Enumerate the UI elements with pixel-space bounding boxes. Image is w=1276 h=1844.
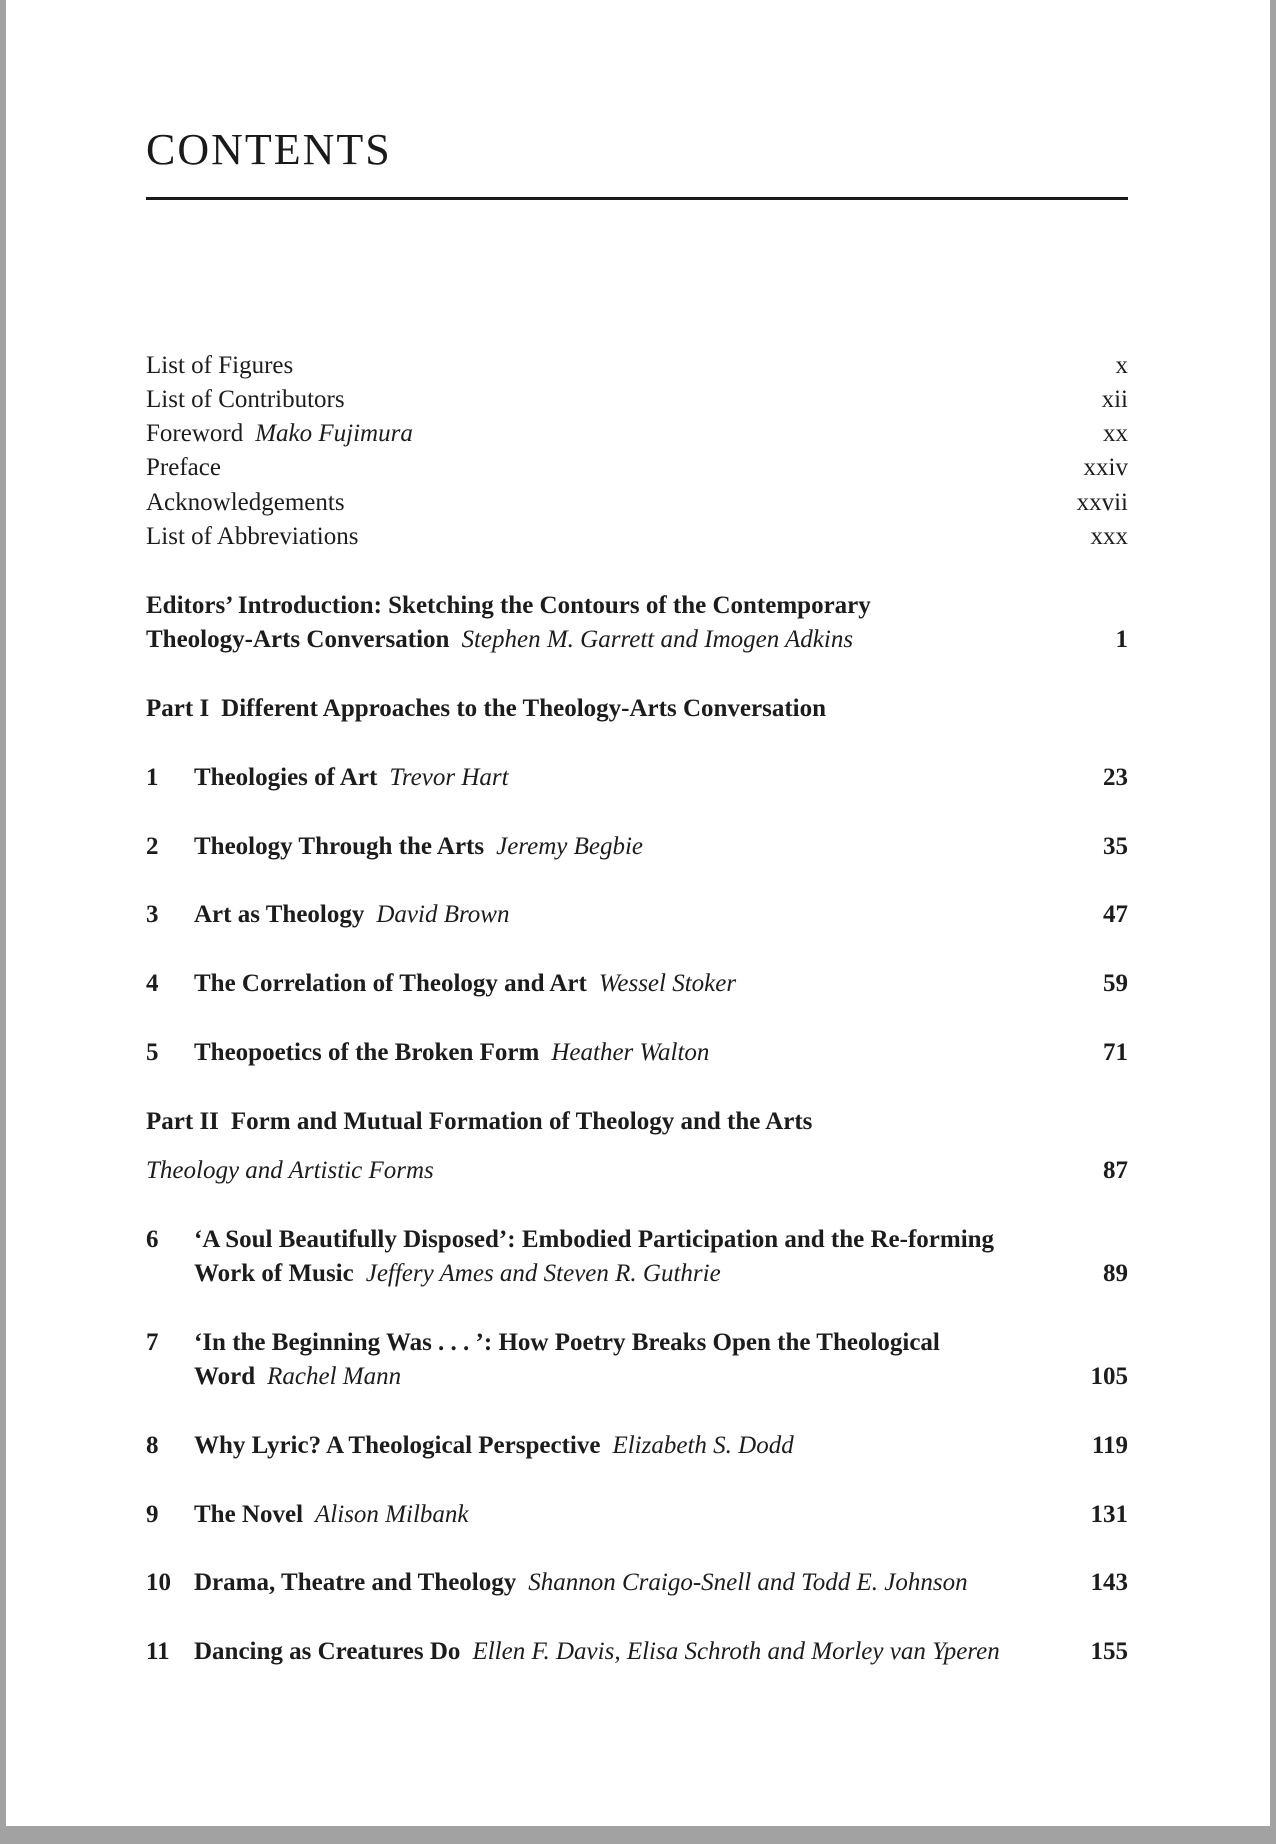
chapter-title: Theologies of Art	[194, 764, 378, 791]
chapter-title-line2: Work of Music	[194, 1260, 354, 1287]
page-number: 23	[1103, 764, 1128, 791]
toc-chapter-6-cont[interactable]	[146, 1258, 1128, 1290]
chapter-title: The Correlation of Theology and Art	[194, 970, 587, 997]
part-heading-1	[146, 693, 1128, 725]
chapter-title: Theology Through the Arts	[194, 833, 485, 860]
entry-author: Stephen M. Garrett and Imogen Adkins	[461, 626, 854, 653]
part-label: Part II	[146, 1108, 219, 1135]
page-number: x	[1115, 352, 1128, 379]
chapter-title: Art as Theology	[194, 901, 365, 928]
page-number: 119	[1091, 1432, 1128, 1459]
entry-author: Mako Fujimura	[255, 420, 413, 447]
page-number: 35	[1103, 833, 1128, 860]
chapter-number: 2	[146, 833, 159, 860]
chapter-title: Why Lyric? A Theological Perspective	[194, 1432, 601, 1459]
entry-title: List of Abbreviations	[146, 523, 359, 550]
chapter-author: Jeffery Ames and Steven R. Guthrie	[365, 1260, 721, 1287]
page-number: 47	[1103, 901, 1128, 928]
chapter-number: 1	[146, 764, 159, 791]
chapter-number: 4	[146, 970, 159, 997]
page-number: xx	[1103, 420, 1128, 447]
part-heading-2	[146, 1106, 1128, 1138]
chapter-author: Ellen F. Davis, Elisa Schroth and Morley van Yperen	[472, 1638, 1000, 1665]
page-number: 1	[1115, 626, 1128, 653]
toc-entry-foreword[interactable]	[146, 418, 1128, 450]
entry-title: List of Figures	[146, 352, 294, 379]
chapter-author: Rachel Mann	[267, 1363, 402, 1390]
contents-page	[6, 0, 1270, 1826]
part-title: Form and Mutual Formation of Theology and the Arts	[230, 1108, 813, 1135]
page-number: xxx	[1090, 523, 1128, 550]
chapter-title: Drama, Theatre and Theology	[194, 1569, 517, 1596]
chapter-number: 7	[146, 1329, 159, 1356]
entry-title: Acknowledgements	[146, 489, 345, 516]
chapter-title: Theopoetics of the Broken Form	[194, 1039, 540, 1066]
chapter-number: 8	[146, 1432, 159, 1459]
entry-title-line2: Theology-Arts Conversation	[146, 626, 450, 653]
toc-section-theology-and-artistic-forms[interactable]	[146, 1155, 1128, 1187]
page-number: 155	[1090, 1638, 1128, 1665]
chapter-author: Jeremy Begbie	[496, 833, 644, 860]
part-title: Different Approaches to the Theology-Arts Conversation	[221, 695, 826, 722]
toc-chapter-7-cont[interactable]	[146, 1361, 1128, 1393]
chapter-author: David Brown	[376, 901, 510, 928]
chapter-author: Shannon Craigo-Snell and Todd E. Johnson	[528, 1569, 968, 1596]
chapter-author: Wessel Stoker	[598, 970, 737, 997]
title-rule	[146, 197, 1128, 200]
entry-title-line1: Editors’ Introduction: Sketching the Contours of the Contemporary	[146, 592, 871, 619]
toc-chapter-3[interactable]	[146, 899, 1128, 931]
page-number: xxiv	[1083, 454, 1128, 481]
chapter-number: 10	[146, 1569, 171, 1596]
page-number: 59	[1103, 970, 1128, 997]
page-number: 89	[1103, 1260, 1128, 1287]
toc-chapter-4[interactable]	[146, 968, 1128, 1000]
toc-entry-preface[interactable]	[146, 452, 1128, 484]
toc-chapter-11[interactable]	[146, 1636, 1128, 1668]
chapter-author: Alison Milbank	[315, 1501, 469, 1528]
toc-entry-introduction-cont[interactable]	[146, 624, 1128, 656]
toc-entry-list-of-figures[interactable]	[146, 350, 1128, 382]
toc-entry-list-of-contributors[interactable]	[146, 384, 1128, 416]
chapter-title-line2: Word	[194, 1363, 256, 1390]
page-number: 87	[1103, 1157, 1128, 1184]
toc-chapter-8[interactable]	[146, 1430, 1128, 1462]
chapter-author: Heather Walton	[551, 1039, 710, 1066]
chapter-number: 6	[146, 1226, 159, 1253]
chapter-number: 3	[146, 901, 159, 928]
chapter-title: Dancing as Creatures Do	[194, 1638, 461, 1665]
toc-chapter-9[interactable]	[146, 1499, 1128, 1531]
toc-chapter-7[interactable]	[146, 1327, 1128, 1359]
entry-title: Foreword	[146, 420, 244, 447]
page-number: 71	[1103, 1039, 1128, 1066]
toc-chapter-1[interactable]	[146, 762, 1128, 794]
entry-title: Preface	[146, 454, 221, 481]
chapter-title-line1: ‘In the Beginning Was . . . ’: How Poetry Breaks Open the Theological	[194, 1329, 940, 1356]
page-number: xii	[1101, 386, 1128, 413]
page-number: 131	[1090, 1501, 1128, 1528]
entry-title: List of Contributors	[146, 386, 345, 413]
toc-entry-introduction[interactable]	[146, 590, 1128, 622]
toc-entry-acknowledgements[interactable]	[146, 487, 1128, 519]
toc-chapter-6[interactable]	[146, 1224, 1128, 1256]
toc-entry-list-of-abbreviations[interactable]	[146, 521, 1128, 553]
page-number: 143	[1090, 1569, 1128, 1596]
chapter-number: 5	[146, 1039, 159, 1066]
chapter-number: 11	[146, 1638, 170, 1665]
part-label: Part I	[146, 695, 210, 722]
toc-chapter-10[interactable]	[146, 1567, 1128, 1599]
toc-chapter-2[interactable]	[146, 831, 1128, 863]
page-number: xxvii	[1076, 489, 1128, 516]
chapter-author: Trevor Hart	[389, 764, 509, 791]
page-number: 105	[1090, 1363, 1128, 1390]
chapter-author: Elizabeth S. Dodd	[612, 1432, 794, 1459]
chapter-number: 9	[146, 1501, 159, 1528]
toc-chapter-5[interactable]	[146, 1037, 1128, 1069]
page-title: CONTENTS	[146, 125, 392, 174]
chapter-title-line1: ‘A Soul Beautifully Disposed’: Embodied Participation and the Re-forming	[194, 1226, 995, 1253]
chapter-title: The Novel	[194, 1501, 304, 1528]
section-title: Theology and Artistic Forms	[146, 1157, 434, 1184]
